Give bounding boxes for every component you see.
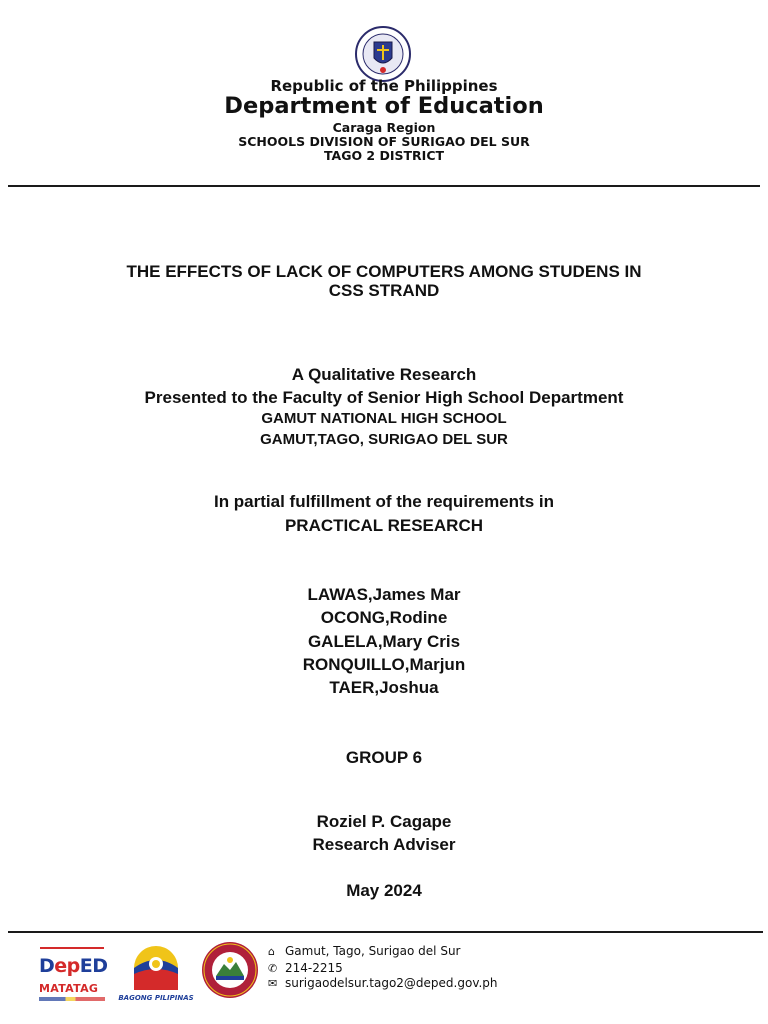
tago-2-district-seal-icon — [200, 940, 260, 1000]
contact-email[interactable]: ✉ surigaodelsur.tago2@deped.gov.ph — [268, 976, 498, 990]
division-heading: SCHOOLS DIVISION OF SURIGAO DEL SUR — [238, 134, 530, 149]
adviser-name: Roziel P. Cagape — [316, 812, 452, 831]
header-divider — [8, 185, 760, 187]
bagong-pilipinas-caption: BAGONG PILIPINAS — [118, 994, 194, 1002]
presented-to: Presented to the Faculty of Senior High School Department — [144, 388, 624, 407]
deped-wordmark: DepED — [39, 955, 108, 977]
contact-address: ⌂ Gamut, Tago, Surigao del Sur — [268, 944, 461, 958]
region-heading: Caraga Region — [332, 120, 436, 135]
deped-seal-icon — [352, 26, 414, 82]
deped-matatag-logo — [36, 944, 110, 1006]
logo-accent-line — [40, 947, 104, 949]
home-icon: ⌂ — [268, 945, 275, 958]
republic-heading: Republic of the Philippines — [270, 77, 498, 95]
research-title-line-1: THE EFFECTS OF LACK OF COMPUTERS AMONG STUDENS IN — [126, 262, 642, 281]
author-name: OCONG,Rodine — [320, 608, 448, 627]
email-icon: ✉ — [268, 977, 278, 990]
bagong-pilipinas-emblem-icon — [128, 944, 184, 994]
research-type: A Qualitative Research — [291, 365, 477, 384]
school-name: GAMUT NATIONAL HIGH SCHOOL — [261, 410, 507, 427]
department-heading: Department of Education — [224, 93, 544, 119]
phone-icon: ✆ — [268, 962, 278, 975]
author-name: GALELA,Mary Cris — [307, 632, 461, 651]
adviser-role: Research Adviser — [312, 835, 456, 854]
author-name: TAER,Joshua — [329, 678, 439, 697]
contact-phone: ✆ 214-2215 — [268, 961, 343, 975]
subject-name: PRACTICAL RESEARCH — [284, 516, 484, 535]
fulfillment-text: In partial fulfillment of the requirements in — [213, 492, 555, 511]
author-name: LAWAS,James Mar — [307, 585, 461, 604]
group-label: GROUP 6 — [345, 748, 423, 767]
footer-divider — [8, 931, 763, 933]
district-heading: TAGO 2 DISTRICT — [323, 148, 445, 163]
school-address: GAMUT,TAGO, SURIGAO DEL SUR — [260, 431, 508, 448]
bagong-pilipinas-logo — [118, 944, 194, 1006]
matatag-wordmark: MATATAG — [39, 982, 99, 995]
author-name: RONQUILLO,Marjun — [302, 655, 466, 674]
research-title-line-2: CSS STRAND — [328, 281, 440, 300]
matatag-tagline-bar — [39, 997, 105, 1001]
submission-date: May 2024 — [346, 881, 422, 900]
